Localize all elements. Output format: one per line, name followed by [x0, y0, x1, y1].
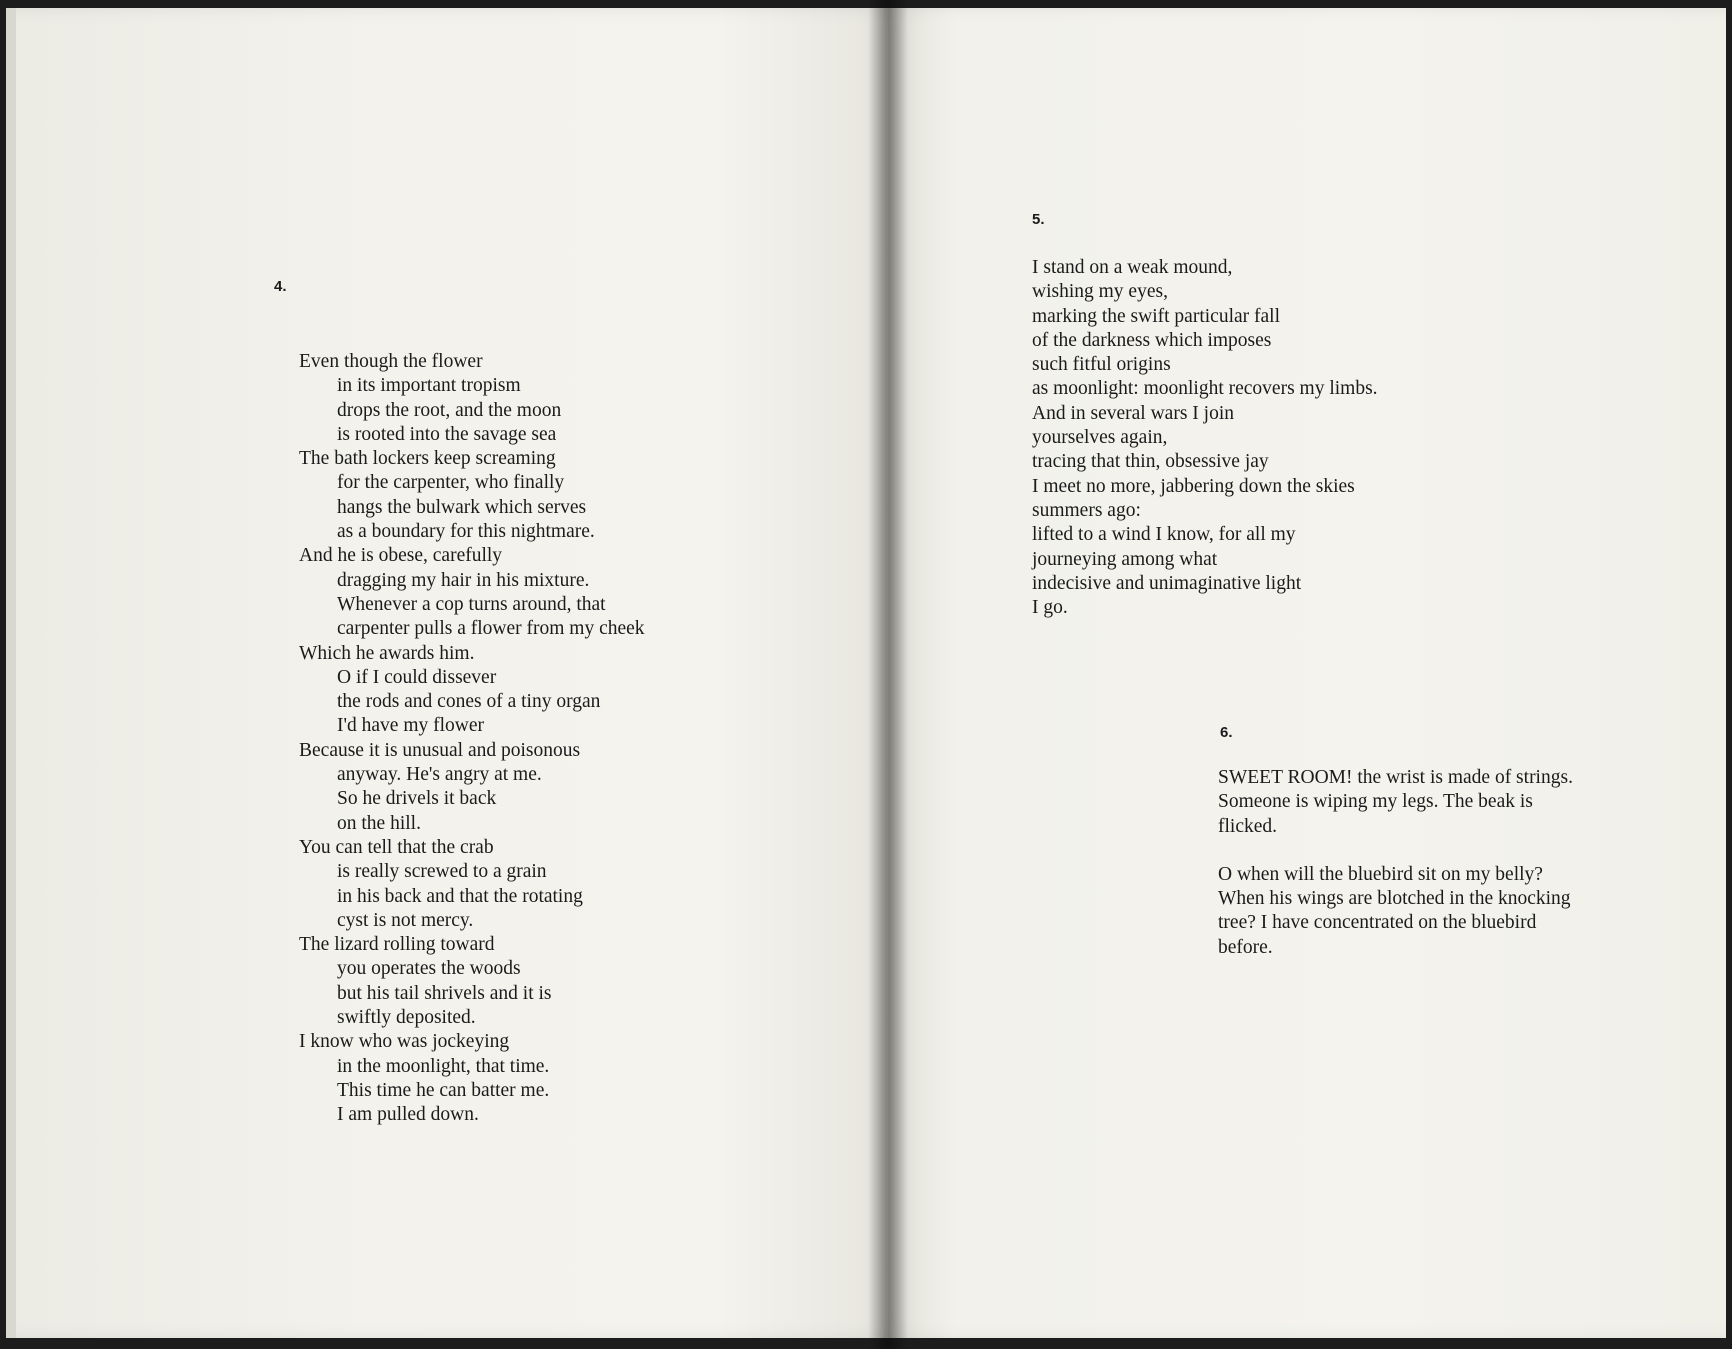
- poem-line: This time he can batter me.: [337, 1079, 550, 1101]
- poem-line: The lizard rolling toward: [299, 934, 495, 956]
- poem-line: I stand on a weak mound,: [1032, 257, 1233, 278]
- poem-line: Because it is unusual and poisonous: [299, 739, 581, 761]
- poem-line: in the moonlight, that time.: [337, 1055, 550, 1077]
- poem-line: for the carpenter, who finally: [337, 472, 565, 494]
- poem-line: cyst is not mercy.: [337, 909, 474, 931]
- poem-line: journeying among what: [1032, 548, 1218, 570]
- poem-line: drops the root, and the moon: [337, 399, 562, 421]
- poem-line: carpenter pulls a flower from my cheek: [337, 618, 645, 640]
- poem-line: When his wings are blotched in the knocking: [1218, 888, 1571, 910]
- poem-line: SWEET ROOM! the wrist is made of strings.: [1218, 767, 1573, 788]
- poem-line: but his tail shrivels and it is: [337, 982, 552, 1004]
- poem-line: in his back and that the rotating: [337, 885, 583, 907]
- poem-line: O if I could dissever: [337, 666, 497, 688]
- left-page: [6, 8, 894, 1338]
- poem-line: swiftly deposited.: [337, 1007, 476, 1029]
- poem-line: wishing my eyes,: [1032, 281, 1168, 303]
- poem-line: marking the swift particular fall: [1032, 305, 1280, 327]
- poem-line: summers ago:: [1032, 499, 1141, 521]
- poem-6-body: [1218, 766, 1573, 960]
- poem-line: I know who was jockeying: [299, 1031, 510, 1053]
- poem-line: dragging my hair in his mixture.: [337, 569, 590, 591]
- poem-line: is really screwed to a grain: [337, 861, 547, 883]
- poem-line: tracing that thin, obsessive jay: [1032, 451, 1269, 473]
- poem-line: And he is obese, carefully: [299, 545, 503, 567]
- stanza-break: [1218, 839, 1573, 863]
- poem-number: 4.: [274, 278, 287, 295]
- poem-line: The bath lockers keep screaming: [299, 448, 556, 470]
- poem-line: Which he awards him.: [299, 642, 475, 664]
- poem-line: as a boundary for this nightmare.: [337, 521, 595, 543]
- poem-line: before.: [1218, 936, 1273, 958]
- poem-line: I go.: [1032, 597, 1068, 619]
- poem-line: the rods and cones of a tiny organ: [337, 691, 601, 713]
- poem-line: And in several wars I join: [1032, 402, 1234, 424]
- poem-line: flicked.: [1218, 815, 1278, 837]
- poem-line: as moonlight: moonlight recovers my limbs.: [1032, 378, 1378, 400]
- poem-line: in its important tropism: [337, 375, 521, 397]
- poem-line: tree? I have concentrated on the bluebird: [1218, 912, 1537, 934]
- poem-line: hangs the bulwark which serves: [337, 496, 587, 518]
- right-page: [888, 8, 1726, 1338]
- poem-line: such fitful origins: [1032, 354, 1171, 376]
- poem-line: O when will the bluebird sit on my belly?: [1218, 863, 1543, 885]
- poem-line: of the darkness which imposes: [1032, 329, 1272, 351]
- poem-line: Even though the flower: [299, 351, 483, 372]
- poem-line: Someone is wiping my legs. The beak is: [1218, 791, 1533, 813]
- poem-line: So he drivels it back: [337, 788, 497, 810]
- poem-line: I am pulled down.: [337, 1104, 479, 1126]
- poem-line: on the hill.: [337, 812, 421, 834]
- poem-line: anyway. He's angry at me.: [337, 764, 542, 786]
- poem-number: 6.: [1220, 724, 1233, 741]
- poem-line: You can tell that the crab: [299, 836, 494, 858]
- poem-line: lifted to a wind I know, for all my: [1032, 524, 1296, 546]
- poem-line: Whenever a cop turns around, that: [337, 593, 606, 615]
- poem-line: I'd have my flower: [337, 715, 485, 737]
- poem-line: indecisive and unimaginative light: [1032, 572, 1302, 594]
- poem-number: 5.: [1032, 211, 1045, 228]
- poem-4-body: [299, 350, 645, 1128]
- poem-line: is rooted into the savage sea: [337, 423, 557, 445]
- poem-line: yourselves again,: [1032, 427, 1168, 449]
- poem-line: I meet no more, jabbering down the skies: [1032, 475, 1355, 497]
- poem-5-body: [1032, 256, 1378, 620]
- poem-line: you operates the woods: [337, 958, 521, 980]
